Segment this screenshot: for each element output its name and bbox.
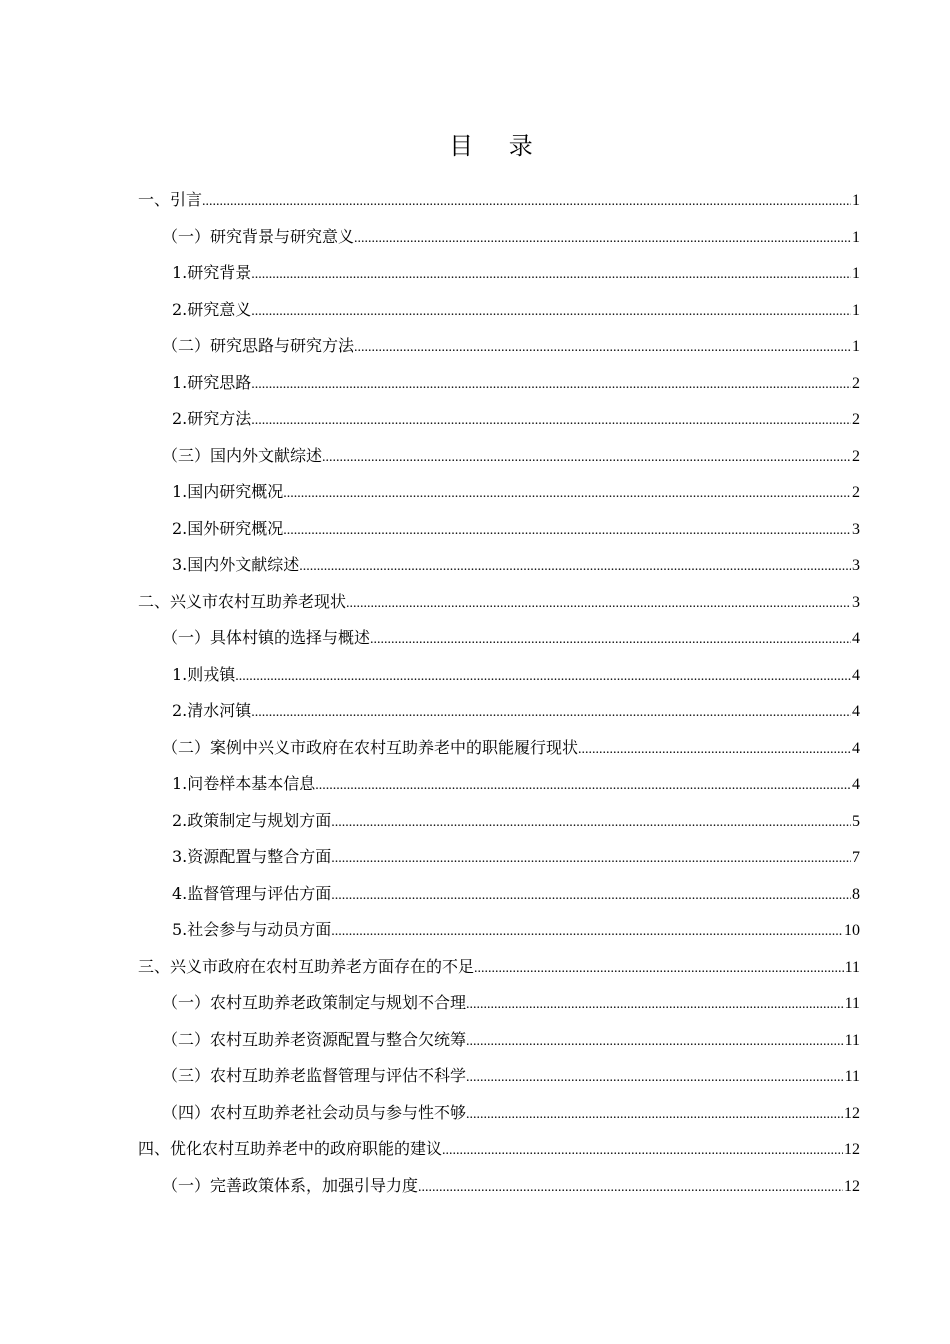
toc-entry-page-number: 7	[852, 849, 860, 866]
toc-entry-text: （四）农村互助养老社会动员与参与性不够	[162, 1102, 467, 1122]
toc-entry[interactable]	[138, 808, 860, 845]
toc-entry-page-number: 2	[852, 411, 860, 428]
toc-entry-text: 3.资源配置与整合方面	[172, 847, 332, 866]
toc-entry[interactable]	[138, 698, 860, 735]
toc-entry[interactable]	[138, 260, 860, 297]
toc-entry-text: 1.研究背景	[172, 263, 252, 282]
dot-leader	[315, 778, 851, 794]
toc-entry-page-number: 11	[844, 1068, 860, 1085]
toc-entry-page-number: 11	[844, 958, 860, 976]
dot-leader	[283, 486, 851, 502]
dot-leader	[466, 1034, 844, 1050]
dot-leader	[235, 669, 851, 685]
toc-entry-page-number: 4	[852, 739, 860, 757]
toc-entry[interactable]	[138, 771, 860, 808]
dot-leader	[283, 523, 851, 539]
toc-entry[interactable]	[138, 662, 860, 699]
toc-entry-text: 1.问卷样本基本信息	[172, 774, 316, 793]
toc-entry-text: 4.监督管理与评估方面	[172, 883, 332, 903]
toc-entry-text: （一）具体村镇的选择与概述	[162, 628, 371, 647]
toc-entry-text: 2.国外研究概况	[172, 518, 284, 538]
toc-entry[interactable]	[138, 443, 860, 480]
toc-entry[interactable]	[138, 589, 860, 626]
table-of-contents	[138, 187, 860, 1209]
toc-entry-page-number: 4	[852, 703, 860, 720]
toc-entry[interactable]	[138, 1173, 860, 1210]
toc-entry-page-number: 10	[844, 922, 860, 939]
toc-entry[interactable]	[138, 844, 860, 881]
toc-entry-text: 1.国内研究概况	[172, 482, 284, 501]
toc-entry[interactable]	[138, 1136, 860, 1173]
toc-entry-page-number: 4	[852, 666, 860, 684]
dot-leader	[354, 231, 851, 247]
toc-entry-text: （一）完善政策体系，加强引导力度	[162, 1175, 419, 1195]
toc-entry-page-number: 5	[852, 812, 860, 830]
dot-leader	[466, 1070, 844, 1086]
dot-leader	[354, 340, 851, 356]
toc-entry-text: （一）研究背景与研究意义	[162, 226, 355, 246]
dot-leader	[466, 1107, 843, 1123]
toc-entry-page-number: 3	[852, 557, 860, 574]
toc-entry-page-number: 12	[844, 1104, 860, 1122]
dot-leader	[418, 1180, 843, 1196]
toc-entry-text: 2.研究意义	[172, 299, 252, 319]
toc-entry[interactable]	[138, 370, 860, 407]
dot-leader	[346, 596, 851, 612]
toc-entry-page-number: 2	[852, 484, 860, 501]
toc-entry-page-number: 4	[852, 776, 860, 793]
toc-entry-text: 二、兴义市农村互助养老现状	[138, 591, 347, 611]
dot-leader	[322, 450, 851, 466]
dot-leader	[331, 815, 851, 831]
toc-entry-text: 四、优化农村互助养老中的政府职能的建议	[138, 1139, 443, 1158]
toc-entry-page-number: 1	[852, 338, 860, 355]
toc-entry-page-number: 3	[852, 593, 860, 611]
toc-entry-text: （二）农村互助养老资源配置与整合欠统筹	[162, 1029, 467, 1049]
toc-entry-text: （二）研究思路与研究方法	[162, 336, 355, 355]
dot-leader	[578, 742, 851, 758]
toc-entry-text: （一）农村互助养老政策制定与规划不合理	[162, 993, 467, 1012]
dot-leader	[202, 194, 851, 210]
toc-entry-page-number: 1	[852, 192, 860, 209]
toc-entry[interactable]	[138, 1063, 860, 1100]
dot-leader	[251, 377, 851, 393]
dot-leader	[251, 304, 851, 320]
dot-leader	[370, 632, 851, 648]
toc-entry-page-number: 1	[852, 301, 860, 319]
toc-entry[interactable]	[138, 187, 860, 224]
toc-entry-text: （三）农村互助养老监督管理与评估不科学	[162, 1066, 467, 1085]
dot-leader	[251, 413, 851, 429]
toc-entry-text: 5.社会参与与动员方面	[172, 920, 332, 939]
toc-entry[interactable]	[138, 954, 860, 991]
toc-entry-text: （三）国内外文献综述	[162, 445, 323, 465]
toc-entry[interactable]	[138, 881, 860, 918]
toc-entry[interactable]	[138, 333, 860, 370]
toc-entry-page-number: 11	[844, 995, 860, 1012]
dot-leader	[299, 559, 851, 575]
toc-entry-text: 三、兴义市政府在农村互助养老方面存在的不足	[138, 956, 475, 976]
toc-entry[interactable]	[138, 479, 860, 516]
toc-entry[interactable]	[138, 224, 860, 261]
toc-entry-text: 1.则戎镇	[172, 664, 236, 684]
toc-entry[interactable]	[138, 735, 860, 772]
toc-entry-page-number: 8	[852, 885, 860, 903]
toc-entry[interactable]	[138, 1027, 860, 1064]
toc-entry[interactable]	[138, 297, 860, 334]
toc-entry[interactable]	[138, 990, 860, 1027]
toc-entry-page-number: 1	[852, 265, 860, 282]
toc-entry-page-number: 12	[844, 1177, 860, 1195]
toc-entry-page-number: 4	[852, 630, 860, 647]
dot-leader	[331, 924, 843, 940]
toc-entry-text: 3.国内外文献综述	[172, 555, 300, 574]
dot-leader	[251, 705, 851, 721]
toc-entry-text: 2.清水河镇	[172, 701, 252, 720]
toc-title: 目 录	[449, 132, 547, 160]
dot-leader	[442, 1143, 843, 1159]
toc-entry-page-number: 2	[852, 374, 860, 392]
toc-entry-text: （二）案例中兴义市政府在农村互助养老中的职能履行现状	[162, 737, 579, 757]
dot-leader	[331, 888, 851, 904]
toc-entry[interactable]	[138, 1100, 860, 1137]
toc-entry-page-number: 12	[844, 1141, 860, 1158]
toc-entry[interactable]	[138, 406, 860, 443]
toc-entry-page-number: 3	[852, 520, 860, 538]
toc-entry[interactable]	[138, 516, 860, 553]
toc-entry-text: 2.研究方法	[172, 409, 252, 428]
dot-leader	[474, 961, 844, 977]
dot-leader	[331, 851, 851, 867]
toc-entry[interactable]	[138, 625, 860, 662]
dot-leader	[251, 267, 851, 283]
toc-entry-text: 一、引言	[138, 190, 203, 209]
toc-entry-text: 2.政策制定与规划方面	[172, 810, 332, 830]
toc-entry-text: 1.研究思路	[172, 372, 252, 392]
toc-entry-page-number: 1	[852, 228, 860, 246]
toc-entry-page-number: 2	[852, 447, 860, 465]
toc-entry-page-number: 11	[844, 1031, 860, 1049]
dot-leader	[466, 997, 844, 1013]
toc-entry[interactable]	[138, 552, 860, 589]
toc-entry[interactable]	[138, 917, 860, 954]
